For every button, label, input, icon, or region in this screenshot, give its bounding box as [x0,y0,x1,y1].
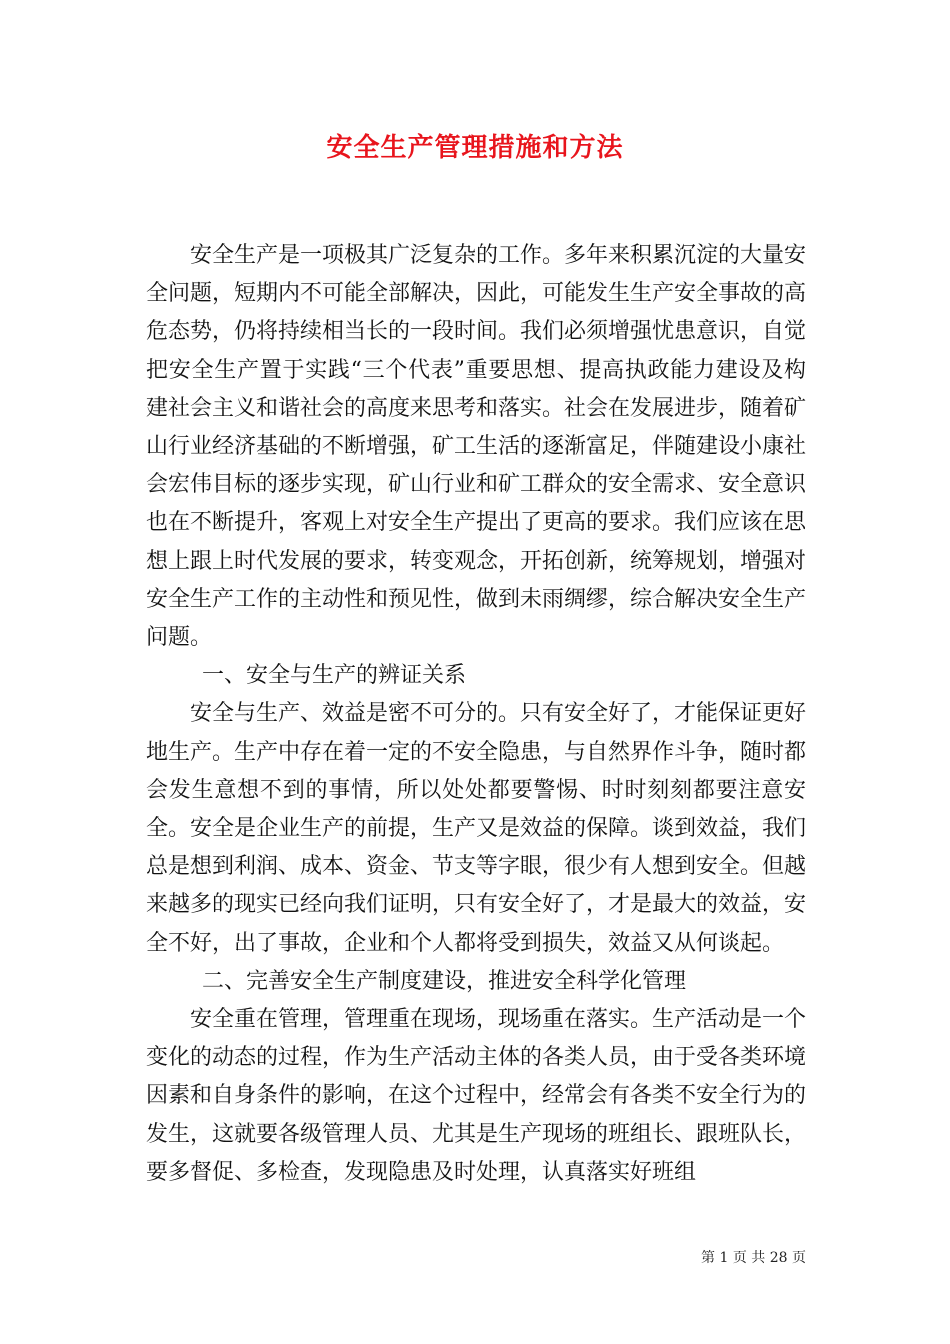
section-heading-1: 一、安全与生产的辨证关系 [202,663,467,689]
document-body [146,237,806,1192]
paragraph-intro: 安全生产是一项极其广泛复杂的工作。多年来积累沉淀的大量安全问题，短期内不可能全部解决，因此，可能发生生产安全事故的高危态势，仍将持续相当长的一段时间。我们必须增强忧患意识，自觉把安全生产置于实践“三个代表”重要思想、提高执政能力建设及构建社会主义和谐社会的高度来思考和落实。社会在发展进步，随着矿山行业经济基础的不断增强，矿工生活的逐渐富足，伴随建设小康社会宏伟目标的逐步实现，矿山行业和矿工群众的安全需求、安全意识也在不断提升，客观上对安全生产提出了更高的要求。我们应该在思想上跟上时代发展的要求，转变观念，开拓创新，统筹规划，增强对安全生产工作的主动性和预见性，做到未雨绸缪，综合解决安全生产问题。 [146,243,807,651]
document-title: 安全生产管理措施和方法 [326,133,624,163]
paragraph-section-1: 安全与生产、效益是密不可分的。只有安全好了，才能保证更好地生产。生产中存在着一定的不安全隐患，与自然界作斗争，随时都会发生意想不到的事情，所以处处都要警惕、时时刻刻都要注意安全。安全是企业生产的前提，生产又是效益的保障。谈到效益，我们总是想到利润、成本、资金、节支等字眼，很少有人想到安全。但越来越多的现实已经向我们证明，只有安全好了，才是最大的效益，安全不好，出了事故，企业和个人都将受到损失，效益又从何谈起。 [146,701,807,956]
section-heading-2: 二、完善安全生产制度建设，推进安全科学化管理 [202,968,687,994]
paragraph-section-2: 安全重在管理，管理重在现场，现场重在落实。生产活动是一个变化的动态的过程，作为生产活动主体的各类人员，由于受各类环境因素和自身条件的影响，在这个过程中，经常会有各类不安全行为的发生，这就要各级管理人员、尤其是生产现场的班组长、跟班队长，要多督促、多检查，发现隐患及时处理，认真落实好班组 [146,1007,807,1185]
page-number-footer: 第 1 页 共 28 页 [701,1250,806,1266]
